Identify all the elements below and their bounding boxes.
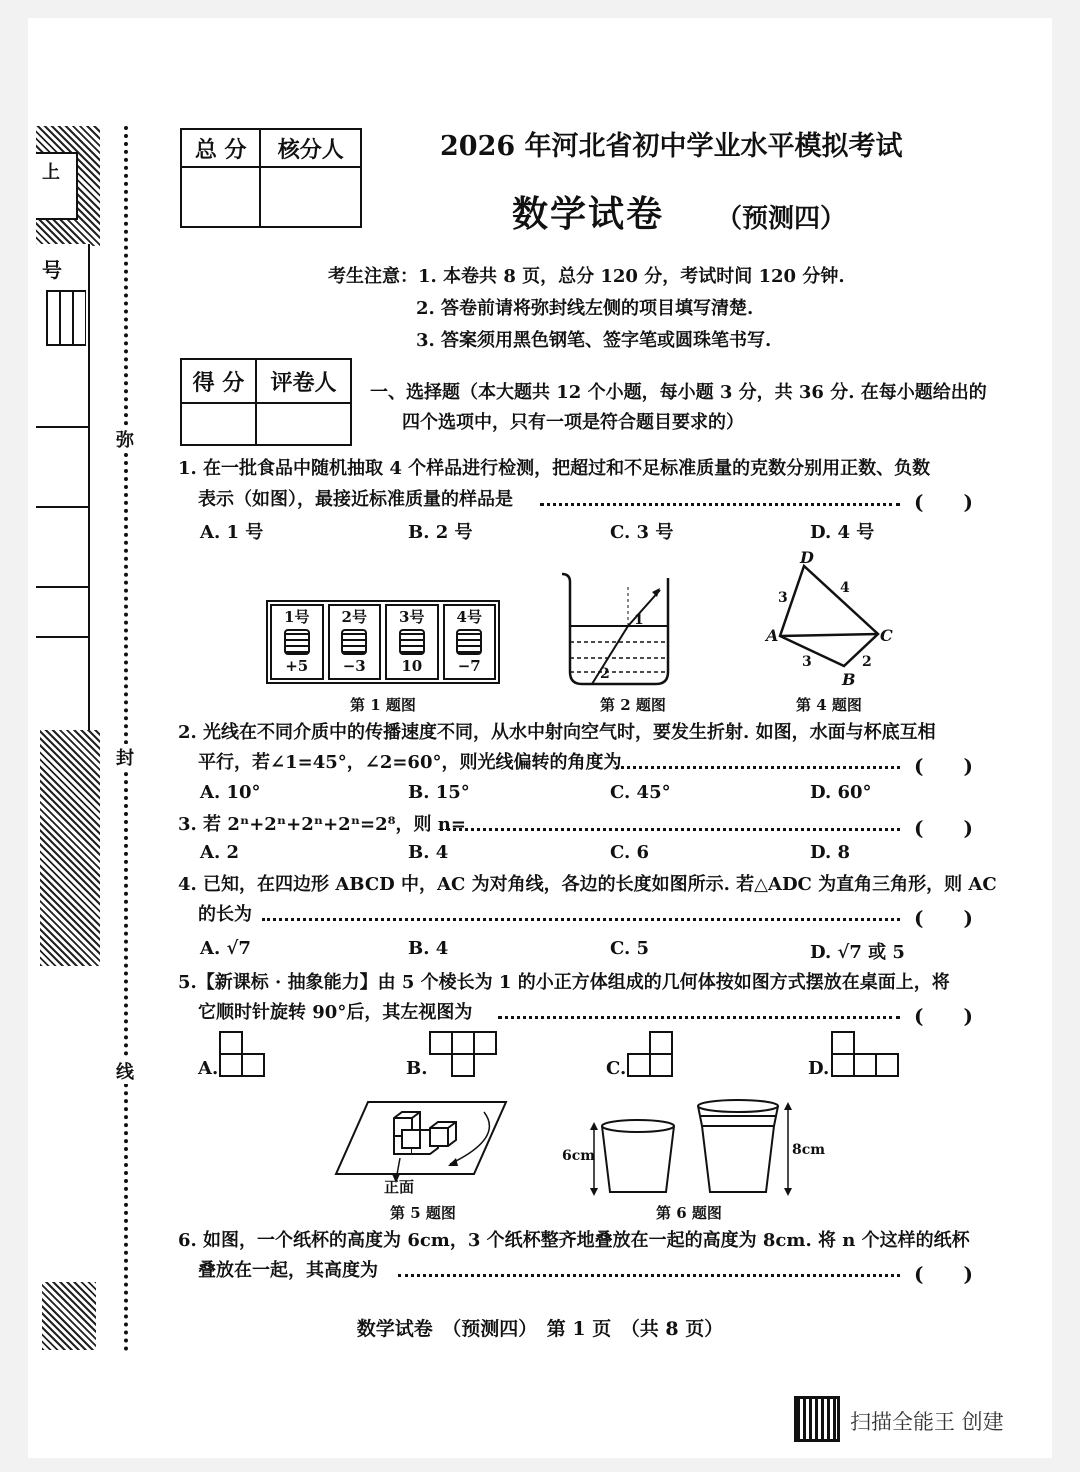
q1-leader <box>540 503 900 506</box>
package-icon <box>456 629 482 655</box>
q3-option-a[interactable]: A. 2 <box>200 842 240 863</box>
fig1-sample-3: 3号 10 <box>385 604 439 680</box>
score-cell[interactable] <box>181 403 256 445</box>
q4-option-d[interactable]: D. √7 或 5 <box>810 942 905 963</box>
grader-header: 评卷人 <box>256 359 351 403</box>
q5-option-c-view[interactable] <box>626 1030 676 1080</box>
fig4-len-ad: 3 <box>778 590 788 606</box>
q3-option-c[interactable]: C. 6 <box>610 842 650 863</box>
fig2-angle-2: 2 <box>600 666 610 682</box>
fig4-label-a: A <box>766 626 779 645</box>
checker-cell[interactable] <box>260 167 361 227</box>
q5-option-b[interactable]: B. <box>406 1058 428 1079</box>
q4-option-b[interactable]: B. 4 <box>408 938 449 959</box>
field-line <box>36 426 88 428</box>
qr-code-icon <box>794 1396 840 1442</box>
q6-text-2: 叠放在一起，其高度为 <box>198 1260 378 1281</box>
q5-option-d[interactable]: D. <box>808 1058 830 1079</box>
fig1-sample-4: 4号 −7 <box>443 604 497 680</box>
edition-label: （预测四） <box>716 204 847 234</box>
q4-option-a[interactable]: A. √7 <box>200 938 251 959</box>
q2-leader <box>616 766 900 769</box>
fig4-len-ab: 3 <box>802 654 812 670</box>
id-number-grid <box>46 290 86 346</box>
q3-leader <box>440 828 900 831</box>
subject-title: 数学试卷 <box>512 193 665 235</box>
fig6-caption: 第 6 题图 <box>656 1204 722 1222</box>
q4-text-1: 4. 已知，在四边形 ABCD 中，AC 为对角线，各边的长度如图所示. 若△ADC 为直角三角形，则 AC <box>178 874 997 895</box>
q5-answer-blank[interactable]: ( ) <box>914 1004 973 1028</box>
q1-option-a[interactable]: A. 1 号 <box>200 522 264 543</box>
binding-label-a: 上 <box>42 162 60 183</box>
binding-strip-bottom <box>40 730 100 966</box>
page-footer: 数学试卷 （预测四） 第 1 页 （共 8 页） <box>356 1318 724 1340</box>
scanner-watermark: 扫描全能王 创建 <box>850 1410 1004 1434</box>
total-score-cell[interactable] <box>181 167 260 227</box>
field-line <box>36 586 88 588</box>
fig4-label-c: C <box>880 626 893 645</box>
total-score-header: 总 分 <box>181 129 260 167</box>
fig6-cups <box>590 1096 806 1198</box>
q2-option-d[interactable]: D. 60° <box>810 782 872 803</box>
q3-option-b[interactable]: B. 4 <box>408 842 449 863</box>
q3-option-d[interactable]: D. 8 <box>810 842 851 863</box>
q5-text-2: 它顺时针旋转 90°后，其左视图为 <box>198 1002 473 1023</box>
q2-option-a[interactable]: A. 10° <box>200 782 261 803</box>
q3-text: 3. 若 2ⁿ+2ⁿ+2ⁿ+2ⁿ=2⁸，则 n= <box>178 814 466 835</box>
fig1-sample-2: 2号 −3 <box>328 604 382 680</box>
fig1-caption: 第 1 题图 <box>350 696 416 714</box>
field-line <box>36 636 88 638</box>
q1-option-d[interactable]: D. 4 号 <box>810 522 875 543</box>
grader-table <box>180 358 352 446</box>
q1-option-b[interactable]: B. 2 号 <box>408 522 473 543</box>
q5-text-1: 5.【新课标 · 抽象能力】由 5 个棱长为 1 的小正方体组成的几何体按如图方式摆放在桌面上，将 <box>178 972 950 993</box>
q6-text-1: 6. 如图，一个纸杯的高度为 6cm，3 个纸杯整齐地叠放在一起的高度为 8cm. 将 n 个这样的纸杯 <box>178 1230 970 1251</box>
fig1-samples <box>266 600 500 684</box>
q1-answer-blank[interactable]: ( ) <box>914 490 973 514</box>
q3-answer-blank[interactable]: ( ) <box>914 816 973 840</box>
fig6-height-6: 6cm <box>562 1148 596 1164</box>
q2-text-2: 平行，若∠1=45°，∠2=60°，则光线偏转的角度为 <box>198 752 622 773</box>
section-1-heading: 一、选择题（本大题共 12 个小题，每小题 3 分，共 36 分. 在每小题给出的 <box>370 382 987 403</box>
seal-char-mi: 弥 <box>116 426 134 452</box>
fig4-quadrilateral <box>766 548 896 688</box>
package-icon <box>341 629 367 655</box>
q5-option-d-view[interactable] <box>830 1030 902 1080</box>
fig5-caption: 第 5 题图 <box>390 1204 456 1222</box>
q4-option-c[interactable]: C. 5 <box>610 938 650 959</box>
fig2-angle-1: 1 <box>634 612 644 628</box>
q5-option-a-view[interactable] <box>218 1030 268 1080</box>
binding-label-box <box>36 152 78 220</box>
q1-text-1: 1. 在一批食品中随机抽取 4 个样品进行检测，把超过和不足标准质量的克数分别用正数、负数 <box>178 458 931 479</box>
q5-option-c[interactable]: C. <box>606 1058 627 1079</box>
package-icon <box>399 629 425 655</box>
q6-answer-blank[interactable]: ( ) <box>914 1262 973 1286</box>
fig4-label-d: D <box>800 548 814 567</box>
score-table <box>180 128 362 228</box>
checker-header: 核分人 <box>260 129 361 167</box>
q4-leader <box>262 918 900 921</box>
score-header: 得 分 <box>181 359 256 403</box>
binding-label-b: 号 <box>42 258 62 282</box>
q2-option-c[interactable]: C. 45° <box>610 782 671 803</box>
notes-line-1: 考生注意：1. 本卷共 8 页，总分 120 分，考试时间 120 分钟. <box>328 266 845 287</box>
fig4-len-dc: 4 <box>840 580 850 596</box>
binding-fields <box>36 244 90 730</box>
fig4-caption: 第 4 题图 <box>796 696 862 714</box>
q1-text-2: 表示（如图），最接近标准质量的样品是 <box>198 489 513 510</box>
seal-char-xian: 线 <box>116 1058 134 1084</box>
fig5-cubes <box>334 1088 510 1184</box>
q6-leader <box>398 1274 900 1277</box>
fig2-caption: 第 2 题图 <box>600 696 666 714</box>
fig2-beaker <box>556 566 686 690</box>
q5-leader <box>498 1016 900 1019</box>
field-line <box>36 506 88 508</box>
notes-line-3: 3. 答案须用黑色钢笔、签字笔或圆珠笔书写. <box>416 330 772 351</box>
section-1-heading-2: 四个选项中，只有一项是符合题目要求的） <box>402 412 744 433</box>
seal-line <box>124 126 128 1352</box>
seal-char-feng: 封 <box>116 744 134 770</box>
q2-option-b[interactable]: B. 15° <box>408 782 470 803</box>
q4-answer-blank[interactable]: ( ) <box>914 906 973 930</box>
notes-line-2: 2. 答卷前请将弥封线左侧的项目填写清楚. <box>416 298 754 319</box>
grader-cell[interactable] <box>256 403 351 445</box>
fig5-front-label: 正面 <box>384 1178 415 1196</box>
package-icon <box>284 629 310 655</box>
q4-text-2: 的长为 <box>198 904 252 925</box>
q1-option-c[interactable]: C. 3 号 <box>610 522 674 543</box>
q5-option-b-view[interactable] <box>428 1030 500 1080</box>
fig6-height-8: 8cm <box>792 1142 826 1158</box>
fig1-sample-1: 1号 +5 <box>270 604 324 680</box>
exam-title: 2026 年河北省初中学业水平模拟考试 <box>440 131 903 162</box>
fig4-label-b: B <box>842 670 856 689</box>
q5-option-a[interactable]: A. <box>198 1058 219 1079</box>
fig4-len-bc: 2 <box>862 654 872 670</box>
q2-text-1: 2. 光线在不同介质中的传播速度不同，从水中射向空气时，要发生折射. 如图，水面与杯底互相 <box>178 722 936 743</box>
q2-answer-blank[interactable]: ( ) <box>914 754 973 778</box>
